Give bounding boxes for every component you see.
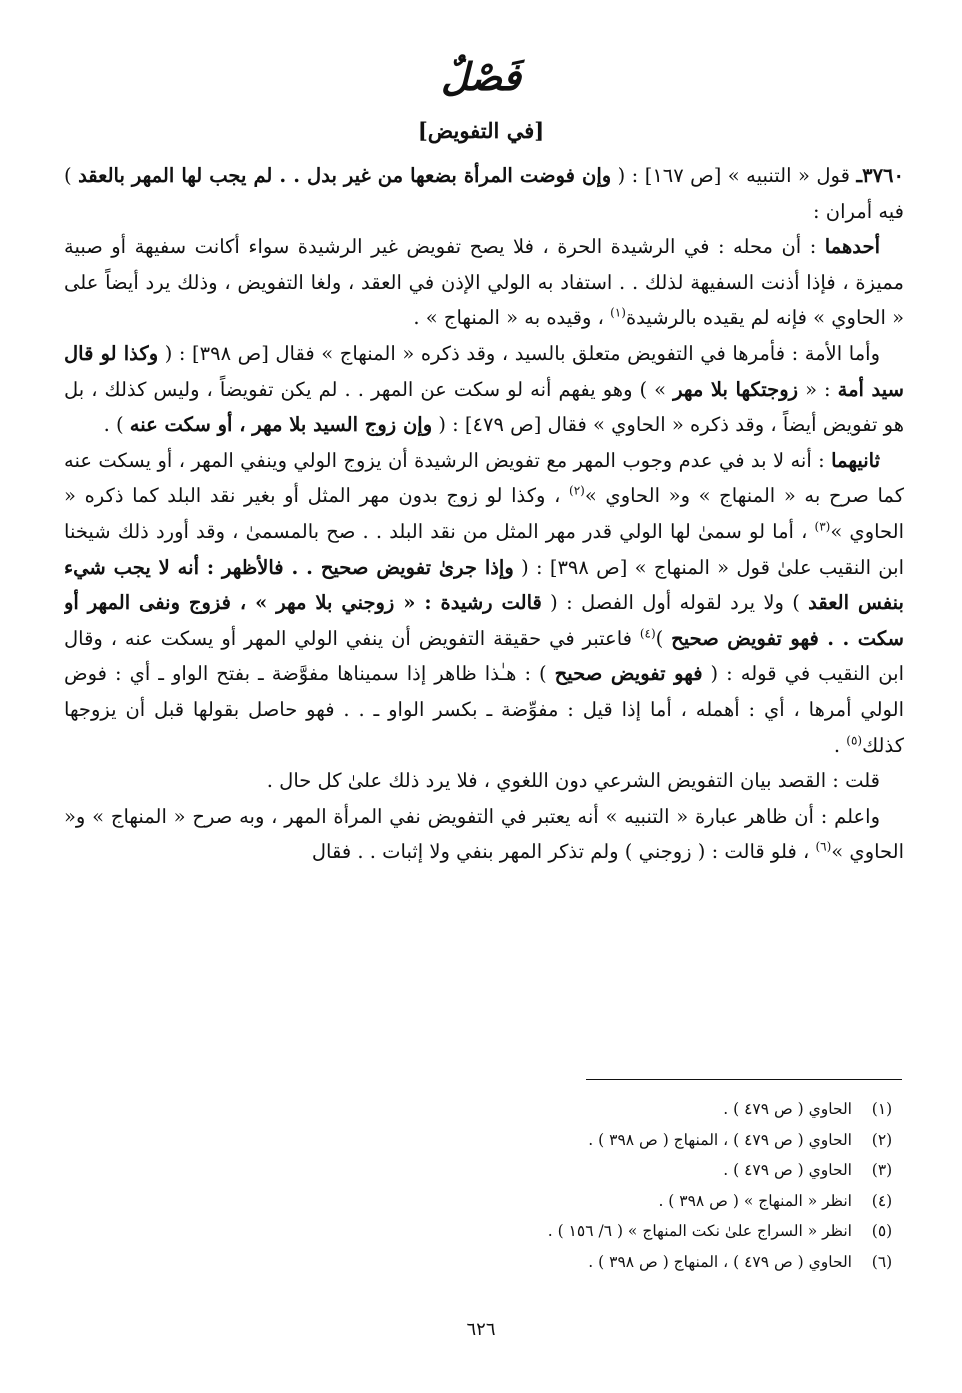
chapter-heading: فَصْلٌ bbox=[441, 54, 521, 99]
quoted-text: وكذا لو قال سيد أمة bbox=[64, 341, 904, 401]
paragraph bbox=[64, 336, 904, 443]
footnote-text: الحاوي ( ص ٤٧٩ ) ، المنهاج ( ص ٣٩٨ ) . bbox=[588, 1130, 852, 1149]
footnote-text: الحاوي ( ص ٤٧٩ ) ، المنهاج ( ص ٣٩٨ ) . bbox=[588, 1252, 852, 1271]
quoted-text: ٣٧٦٠ـ bbox=[856, 164, 904, 187]
text-run: ، فلو قالت : ( زوجني ) ولم تذكر المهر بنفي ولا إثبات . . فقال bbox=[311, 840, 816, 864]
footnote-number: (٢) bbox=[871, 1130, 893, 1149]
footnote-number: (٥) bbox=[871, 1222, 893, 1241]
footnote-item bbox=[64, 1125, 904, 1156]
footnote-ref: (٦) bbox=[815, 839, 832, 854]
text-run: ) ولا يرد لقوله أول الفصل : ( bbox=[541, 591, 809, 615]
footnote-text: انظر « السراج علىٰ نكت المنهاج » ( ٦/ ١٥٦ ) . bbox=[547, 1222, 852, 1241]
footnote-number: (١) bbox=[871, 1100, 893, 1118]
footnote-number: (٦) bbox=[871, 1252, 893, 1271]
text-run: : أنه لا بد في عدم وجوب المهر مع تفويض الرشيدة أن يزوج الولي وينفي المهر ، أو يسكت عنه كما صرح به « المنهاج » و« الحاوي » bbox=[64, 448, 904, 508]
quoted-text: وإن زوج السيد بلا مهر ، أو سكت عنه bbox=[129, 413, 433, 437]
footnote-text: الحاوي ( ص ٤٧٩ ) . bbox=[723, 1161, 852, 1180]
text-run: وأما الأمة : فأمرها في التفويض متعلق بالسيد ، وقد ذكره « المنهاج » فقال [ص ٣٩٨] : ( bbox=[158, 341, 880, 365]
text-run: قول « التنبيه » [ص ١٦٧] : ( bbox=[611, 164, 857, 187]
body-text bbox=[64, 158, 904, 1063]
footnotes bbox=[64, 1094, 904, 1278]
paragraph bbox=[64, 799, 904, 870]
paragraph bbox=[64, 158, 904, 229]
text-run: » ) وهو يفهم أنه لو سكت عن المهر . . لم يكن تفويضاً ، وليس كذلك ، بل هو تفويض أيضاً ، وقد ذكره « الحاوي » فقال [ص ٤٧٩] : ( bbox=[64, 377, 904, 437]
text-run: : « bbox=[798, 377, 838, 401]
footnote-text: الحاوي ( ص ٤٧٩ ) . bbox=[723, 1100, 852, 1118]
quoted-text: زوجتكها بلا مهر bbox=[673, 377, 799, 401]
footnote-item bbox=[64, 1094, 904, 1125]
footnote-number: (٣) bbox=[871, 1161, 893, 1180]
footnote-item bbox=[64, 1216, 904, 1247]
footnote-item bbox=[64, 1186, 904, 1217]
footnote-number: (٤) bbox=[871, 1191, 893, 1210]
text-run: ) . bbox=[103, 413, 130, 437]
text-run: ) : هـٰذا ظاهر إذا سميناها مفوَّضة ـ بفتح الواو ـ أي : فوض الولي أمرها ، أي : أهمله ، أما إذا قيل : مفوِّضة ـ بكسر الواو ـ . . فهو حاصل بقولها قبل أن يزوجها كذلك bbox=[64, 662, 904, 757]
quoted-text: قالت رشيدة : « زوجني بلا مهر » ، فزوج ونفى المهر أو سكت . . فهو تفويض صحيح bbox=[64, 591, 904, 650]
footnote-item bbox=[64, 1155, 904, 1186]
text-run: ، وقيده به « المنهاج » . bbox=[413, 306, 611, 330]
text-run: . bbox=[833, 733, 847, 757]
paragraph bbox=[64, 763, 904, 799]
quoted-text: فهو تفويض صحيح bbox=[554, 662, 703, 686]
text-run: ) bbox=[655, 626, 672, 650]
footnote-ref: (٤) bbox=[639, 626, 656, 641]
footnote-ref: (١) bbox=[610, 305, 626, 320]
footnote-ref: (٢) bbox=[569, 483, 585, 498]
text-run: : أن محله : في الرشيدة الحرة ، فلا يصح تفويض غير الرشيدة سواء أكانت سفيهة أو صبية مميزة ، فإذا أذنت السفيهة لذلك . . استفاد به الولي الإذن في العقد ، ولغا التفويض ، وذلك يرد أيضاً على « الحاوي » فإنه لم يقيده بالرشيدة bbox=[64, 235, 904, 330]
text-run: ، وكذا لو زوج بدون مهر المثل أو بغير نقد البلد كما ذكره « الحاوي » bbox=[64, 484, 904, 543]
quoted-text: وإذا جرىٰ تفويض صحيح . . فالأظهر : أنه لا يجب شيء بنفس العقد bbox=[64, 555, 904, 615]
text-run: ) فيه أمران : bbox=[64, 164, 904, 223]
quoted-text: أحدهما bbox=[824, 235, 880, 259]
section-title: [في التفويض] bbox=[417, 118, 545, 143]
footnote-item bbox=[64, 1247, 904, 1278]
footnote-text: انظر « المنهاج » ( ص ٣٩٨ ) . bbox=[658, 1191, 852, 1210]
footnote-divider bbox=[586, 1079, 902, 1080]
page-number: ٦٢٦ bbox=[466, 1319, 496, 1340]
quoted-text: وإن فوضت المرأة بضعها من غير بدل . . لم يجب لها المهر بالعقد bbox=[78, 164, 612, 187]
text-run: ، أما لو سمىٰ لها الولي قدر مهر المثل من نقد البلد . . صح بالمسمىٰ ، وقد أورد ذلك شيخنا ابن النقيب علىٰ قول « المنهاج » [ص ٣٩٨] : ( bbox=[64, 519, 904, 579]
text-run: قلت : القصد بيان التفويض الشرعي دون اللغوي ، فلا يرد ذلك علىٰ كل حال . bbox=[266, 769, 880, 793]
paragraph bbox=[64, 229, 904, 336]
footnote-ref: (٥) bbox=[846, 733, 863, 747]
text-run: واعلم : أن ظاهر عبارة « التنبيه » أنه يعتبر في التفويض نفي المرأة المهر ، وبه صرح « المنهاج » و« الحاوي » bbox=[64, 804, 904, 864]
quoted-text: ثانيهما bbox=[831, 448, 880, 472]
text-run: فاعتبر في حقيقة التفويض أن ينفي الولي المهر أو يسكت عنه ، وقال ابن النقيب في قوله : ( bbox=[64, 626, 904, 686]
footnote-ref: (٣) bbox=[814, 519, 831, 534]
paragraph bbox=[64, 443, 904, 763]
